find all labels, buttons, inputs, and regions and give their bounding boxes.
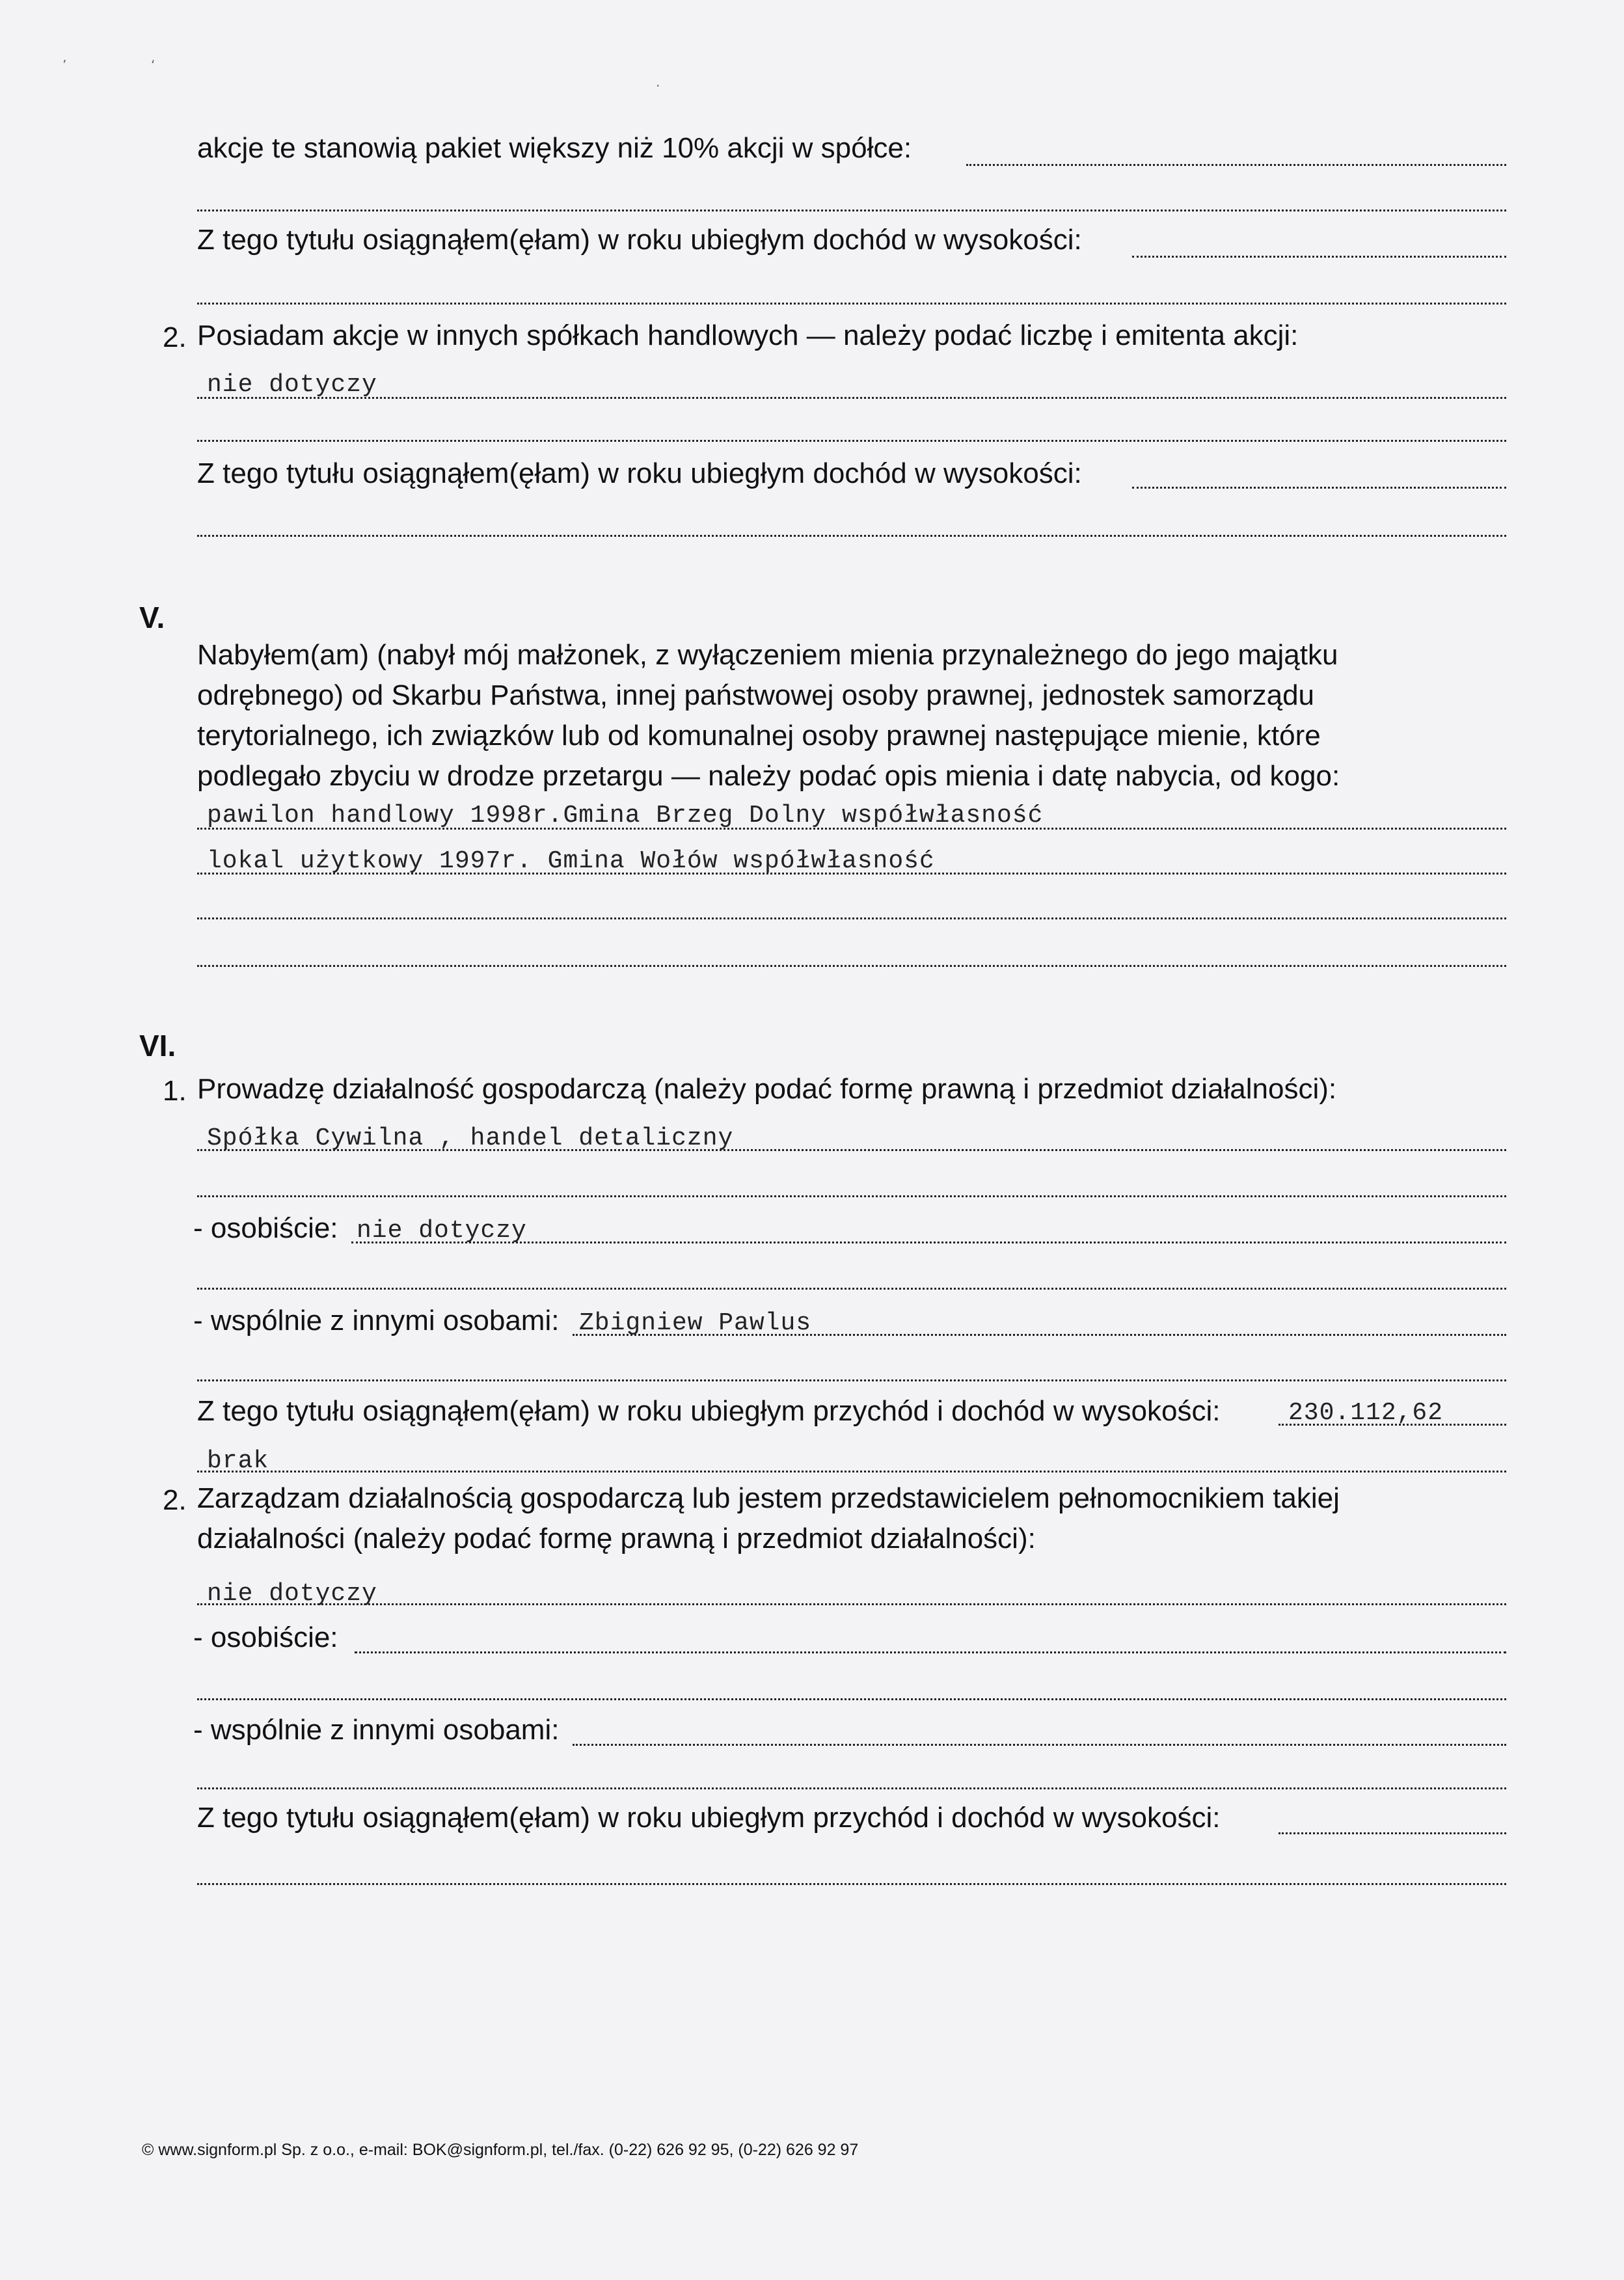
personally-label-1: - osobiście: [193, 1212, 338, 1244]
income-label-iv-1: Z tego tytułu osiągnąłem(ęłam) w roku ubiegłym dochód w wysokości: [197, 224, 1082, 256]
other-shares-value: nie dotyczy [207, 371, 377, 399]
scan-speck: · [656, 78, 660, 94]
business-activity-label: Prowadzę działalność gospodarczą (należy podać formę prawną i przedmiot działalności): [197, 1073, 1337, 1105]
other-shares-field-line-2[interactable] [197, 440, 1506, 442]
management-activity-label-line: Zarządzam działalnością gospodarczą lub jestem przedstawicielem pełnomocnikiem takiej [197, 1482, 1340, 1514]
income-field-vi-1[interactable] [1279, 1424, 1506, 1426]
shares-10pct-label: akcje te stanowią pakiet większy niż 10% akcji w spółce: [197, 132, 912, 164]
personally-field-2-line-2[interactable] [197, 1698, 1506, 1700]
income-field-vi-1-line-2[interactable] [197, 1471, 1506, 1472]
management-activity-label-line: działalności (należy podać formę prawną i przedmiot działalności): [197, 1523, 1036, 1554]
section-v-text-line: Nabyłem(am) (nabył mój małżonek, z wyłączeniem mienia przynależnego do jego majątku [197, 639, 1338, 671]
income-value-vi-1: 230.112,62 [1288, 1399, 1444, 1427]
income-field-iv-1[interactable] [1132, 256, 1506, 258]
section-v-text [197, 635, 1401, 796]
acquired-property-field-line-3[interactable] [197, 917, 1506, 919]
jointly-label-1: - wspólnie z innymi osobami: [193, 1305, 560, 1337]
section-v-text-line: podlegało zbyciu w drodze przetargu — należy podać opis mienia i datę nabycia, od kogo: [197, 760, 1340, 792]
section-vi-heading: VI. [139, 1029, 176, 1063]
personally-label-2: - osobiście: [193, 1622, 338, 1653]
acquired-property-value-2: lokal użytkowy 1997r. Gmina Wołów współwłasność [207, 847, 935, 875]
item-number: 2. [163, 1484, 187, 1516]
personally-field-1[interactable] [351, 1242, 1506, 1243]
management-activity-label [197, 1478, 1466, 1559]
income-field-iv-2-line-2[interactable] [197, 535, 1506, 537]
acquired-property-field-line-2[interactable] [197, 873, 1506, 875]
jointly-label-2: - wspólnie z innymi osobami: [193, 1714, 560, 1746]
acquired-property-field-line-4[interactable] [197, 965, 1506, 967]
income-label-iv-2: Z tego tytułu osiągnąłem(ęłam) w roku ubiegłym dochód w wysokości: [197, 457, 1082, 489]
personally-value-1: nie dotyczy [357, 1217, 527, 1245]
item-number: 1. [163, 1075, 187, 1107]
jointly-field-2[interactable] [573, 1744, 1506, 1746]
shares-10pct-field[interactable] [966, 164, 1506, 166]
acquired-property-field[interactable] [197, 828, 1506, 830]
section-v-text-line: odrębnego) od Skarbu Państwa, innej państwowej osoby prawnej, jednostek samorządu [197, 679, 1315, 711]
other-shares-label: Posiadam akcje w innych spółkach handlowych — należy podać liczbę i emitenta akcji: [197, 319, 1299, 351]
section-v-text-line: terytorialnego, ich związków lub od komunalnej osoby prawnej następujące mienie, które [197, 720, 1321, 752]
income-field-iv-1-line-2[interactable] [197, 303, 1506, 305]
scan-speck: ‘ [151, 57, 156, 73]
management-activity-value: nie dotyczy [207, 1580, 377, 1608]
section-v-heading: V. [139, 601, 165, 634]
income-field-vi-2[interactable] [1279, 1832, 1506, 1834]
personally-field-2[interactable] [355, 1651, 1506, 1653]
income-extra-vi-1: brak [207, 1447, 269, 1475]
jointly-value-1: Zbigniew Pawlus [579, 1309, 812, 1337]
business-activity-field[interactable] [197, 1149, 1506, 1151]
personally-field-1-line-2[interactable] [197, 1288, 1506, 1290]
footer-copyright: © www.signform.pl Sp. z o.o., e-mail: BOK@signform.pl, tel./fax. (0-22) 626 92 95, (0-22) 626 92 97 [142, 2141, 859, 2159]
jointly-field-2-line-2[interactable] [197, 1787, 1506, 1789]
income-field-vi-2-line-2[interactable] [197, 1883, 1506, 1885]
other-shares-field[interactable] [197, 397, 1506, 399]
shares-10pct-field-line-2[interactable] [197, 210, 1506, 211]
acquired-property-value-1: pawilon handlowy 1998r.Gmina Brzeg Dolny współwłasność [207, 802, 1044, 830]
management-activity-field[interactable] [197, 1603, 1506, 1605]
income-field-iv-2[interactable] [1132, 487, 1506, 489]
jointly-field-1-line-2[interactable] [197, 1379, 1506, 1381]
income-label-vi-1: Z tego tytułu osiągnąłem(ęłam) w roku ubiegłym przychód i dochód w wysokości: [197, 1395, 1221, 1427]
income-label-vi-2: Z tego tytułu osiągnąłem(ęłam) w roku ubiegłym przychód i dochód w wysokości: [197, 1802, 1221, 1834]
business-activity-value: Spółka Cywilna , handel detaliczny [207, 1124, 734, 1152]
item-number: 2. [163, 321, 187, 353]
scan-speck: ’ [62, 57, 67, 73]
jointly-field-1[interactable] [573, 1334, 1506, 1336]
business-activity-field-line-2[interactable] [197, 1195, 1506, 1197]
